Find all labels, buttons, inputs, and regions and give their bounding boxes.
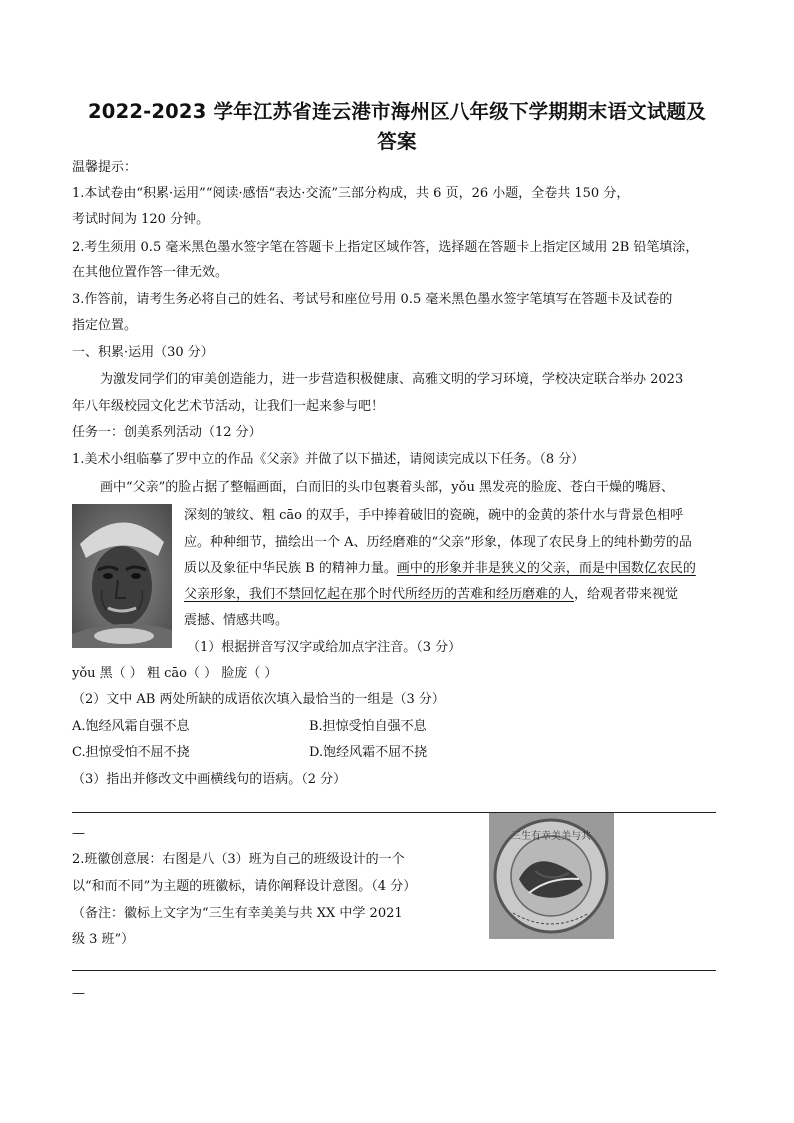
answer-line-1-dash: — bbox=[72, 826, 85, 841]
badge-text: 三生有幸美美与共 bbox=[511, 831, 591, 842]
section-1-heading: 一、积累·运用（30 分） bbox=[72, 345, 214, 360]
tip-1-line-1: 1.本试卷由“积累·运用”“阅读·感悟“表达·交流”三部分构成，共 6 页，26 小题，全卷共 150 分， bbox=[72, 186, 630, 201]
sub-question-2: （2）文中 AB 两处所缺的成语依次填入最恰当的一组是（3 分） bbox=[72, 692, 445, 707]
passage-line-3: 应。种种细节，描绘出一个 A、历经磨难的“父亲”形象，体现了农民身上的纯朴勤劳的品 bbox=[184, 535, 692, 550]
class-badge-image bbox=[489, 813, 614, 939]
option-a: A.饱经风霜自强不息 bbox=[72, 719, 190, 734]
tip-1-line-2: 考试时间为 120 分钟。 bbox=[72, 212, 210, 227]
tip-2-line-1: 2.考生须用 0.5 毫米黑色墨水签字笔在答题卡上指定区域作答，选择题在答题卡上指定区域用 2B 铅笔填涂， bbox=[72, 240, 699, 255]
tips-heading: 温馨提示： bbox=[72, 160, 138, 175]
tip-3-line-1: 3.作答前，请考生务必将自己的姓名、考试号和座位号用 0.5 毫米黑色墨水签字笔填写在答题卡及试卷的 bbox=[72, 292, 673, 307]
answer-line-1 bbox=[72, 812, 716, 813]
intro-line-2: 年八年级校园文化艺术节活动，让我们一起来参与吧！ bbox=[72, 399, 385, 414]
passage-line-4-plain: 质以及象征中华民族 B 的精神力量。 bbox=[184, 561, 397, 576]
passage-line-6: 震撼、情感共鸣。 bbox=[184, 613, 289, 628]
passage-line-2: 深刻的皱纹、粗 cāo 的双手，手中捧着破旧的瓷碗，碗中的金黄的茶什水与背景色相呼 bbox=[184, 508, 684, 523]
underlined-sentence-part-2: 父亲形象，我们不禁回忆起在那个时代所经历的苦难和经历磨难的人 bbox=[184, 587, 575, 602]
passage-line-1: 画中“父亲”的脸占据了整幅画面，白而旧的头巾包裹着头部，yǒu 黑发亮的脸庞、苍白干燥的嘴唇、 bbox=[100, 480, 674, 495]
intro-line-1: 为激发同学们的审美创造能力，进一步营造积极健康、高雅文明的学习环境，学校决定联合举办 2023 bbox=[100, 372, 684, 387]
task-1-heading: 任务一：创美系列活动（12 分） bbox=[72, 425, 262, 440]
option-c: C.担惊受怕不屈不挠 bbox=[72, 745, 190, 760]
option-b: B.担惊受怕自强不息 bbox=[309, 719, 427, 734]
sub-question-3: （3）指出并修改文中画横线句的语病。（2 分） bbox=[72, 772, 347, 787]
answer-line-2-dash: — bbox=[72, 986, 85, 1001]
question-2-note-line-2: 级 3 班”） bbox=[72, 932, 135, 947]
father-painting-image bbox=[72, 504, 172, 648]
sub-question-1: （1）根据拼音写汉字或给加点字注音。（3 分） bbox=[187, 640, 462, 655]
passage-line-5-plain: ，给观者带来视觉 bbox=[574, 587, 679, 602]
question-1: 1.美术小组临摹了罗中立的作品《父亲》并做了以下描述，请阅读完成以下任务。（8 分） bbox=[72, 452, 585, 467]
passage-line-5 bbox=[184, 587, 678, 603]
sub-question-1-blanks: yǒu 黑（ ） 粗 cāo（ ） 脸庞（ ） bbox=[72, 666, 278, 681]
tip-2-line-2: 在其他位置作答一律无效。 bbox=[72, 265, 229, 280]
page-title-line-2: 答案 bbox=[377, 130, 417, 153]
underlined-sentence-part-1: 画中的形象并非是狭义的父亲，而是中国数亿农民的 bbox=[396, 561, 696, 576]
page-title-line-1: 2022-2023 学年江苏省连云港市海州区八年级下学期期末语文试题及 bbox=[88, 100, 706, 123]
tip-3-line-2: 指定位置。 bbox=[72, 318, 138, 333]
option-d: D.饱经风霜不屈不挠 bbox=[309, 745, 428, 760]
question-2-note-line-1: （备注：徽标上文字为“三生有幸美美与共 XX 中学 2021 bbox=[72, 906, 403, 921]
question-2-line-1: 2.班徽创意展：右图是八（3）班为自己的班级设计的一个 bbox=[72, 852, 405, 867]
question-2-line-2: 以“和而不同”为主题的班徽标，请你阐释设计意图。（4 分） bbox=[72, 879, 417, 894]
answer-line-2 bbox=[72, 970, 716, 971]
passage-line-4 bbox=[184, 561, 696, 577]
